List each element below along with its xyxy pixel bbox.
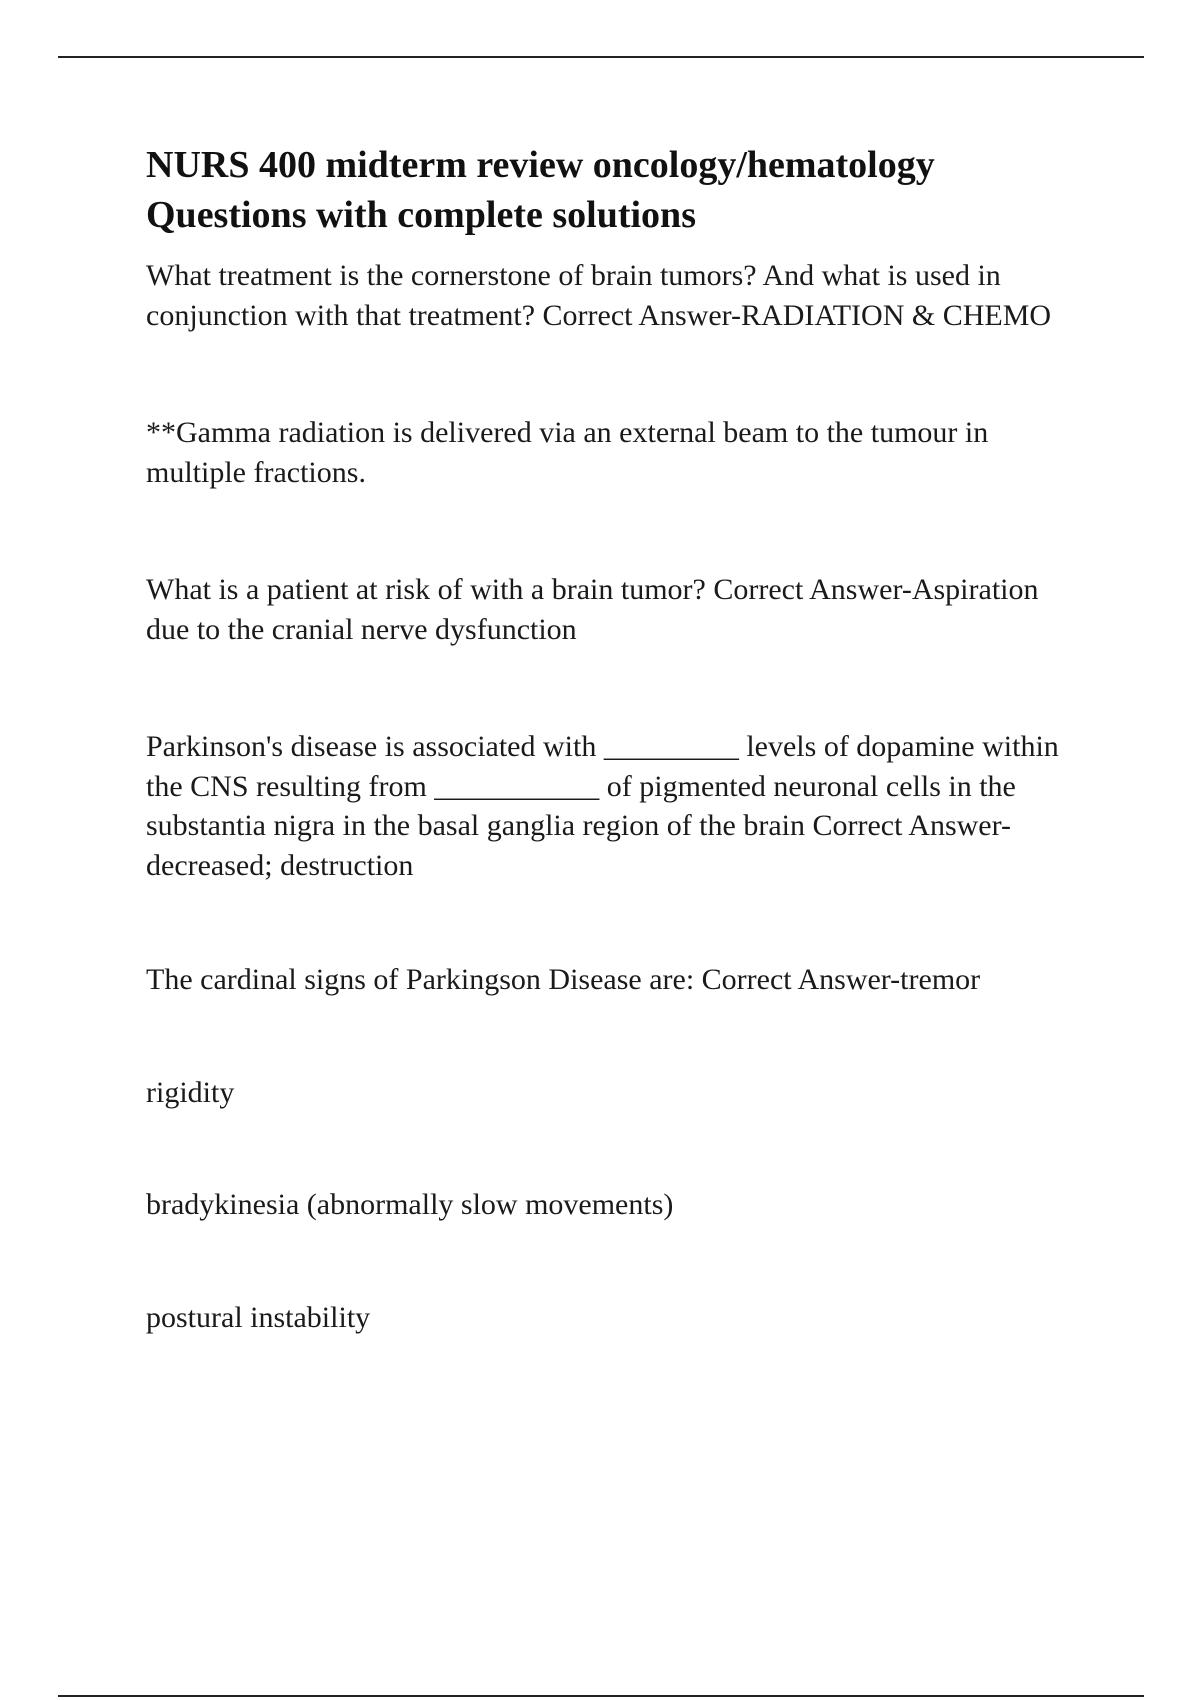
title-line-1: NURS 400 midterm review oncology/hematology [146,144,935,186]
note-gamma-radiation: **Gamma radiation is delivered via an external beam to the tumour in multiple fractions. [146,416,989,489]
document-title [146,140,1086,240]
document-body [146,140,1086,1337]
title-line-2: Questions with complete solutions [146,194,696,236]
question-parkinsons-dopamine: Parkinson's disease is associated with _________ levels of dopamine within the CNS resulting from ___________ of pigmented neuronal cells in the substantia nigra in the basal ganglia region of the brain Correct Answer-decreased; destruction [146,730,1059,882]
sign-rigidity: rigidity [146,1075,235,1109]
top-divider [58,56,1144,58]
question-brain-tumor-risk: What is a patient at risk of with a brain tumor? Correct Answer-Aspiration due to the cranial nerve dysfunction [146,573,1039,646]
question-brain-tumor-treatment: What treatment is the cornerstone of brain tumors? And what is used in conjunction with that treatment? Correct Answer-RADIATION & CHEMO [146,259,1052,332]
question-parkinsons-cardinal-signs: The cardinal signs of Parkingson Disease are: Correct Answer-tremor [146,963,981,996]
sign-postural-instability: postural instability [146,1300,371,1334]
bottom-divider [58,1695,1144,1697]
sign-bradykinesia: bradykinesia (abnormally slow movements) [146,1188,674,1221]
